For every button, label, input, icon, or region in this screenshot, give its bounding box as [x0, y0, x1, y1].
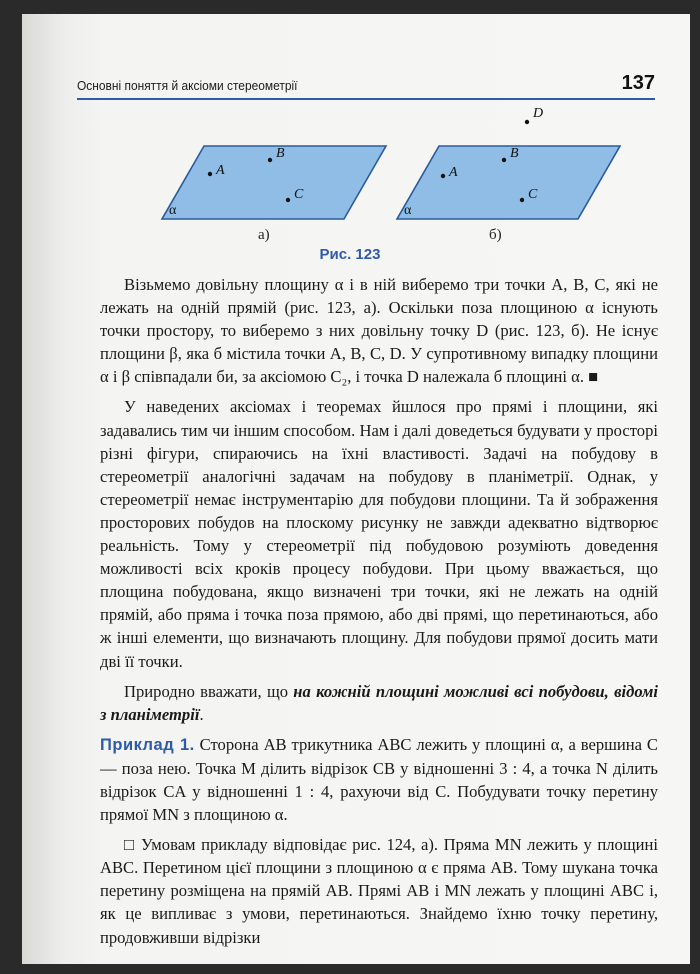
paragraph-3-emphasis: на кожній площині можливі всі побудови, відомі з планіметрії [100, 681, 658, 724]
plane-alpha-a [162, 146, 386, 219]
point-c-label: C [528, 187, 538, 202]
figure-caption: Рис. 123 [319, 246, 381, 263]
paragraph-2: У наведених аксіомах і теоремах йшлося про прямі і площини, які задавались тим чи іншим способом. Нам і далі доведеться будувати у просторі різні фігури, спираючись на їхні властивості. Задачі на побудову в стереометрії аналогічні задачам на побудову в планіметрії. Однак, у стереометрії немає інструментарію для побудови площини. Та й зображення просторових побудов на плоскому рисунку не завжди адекватно відтворює реальність. Тому у стереометрії під побудовою розуміють доведення можливості всіх кроків процесу побудови. При цьому вважається, що площина побудована, якщо визначені три точки, які не лежать на одній прямій, або пряма і точка поза прямою, або дві прямі, що перетинаються, або ж інші елементи, що визначають площину. Для побудови прямої досить мати дві її точки. [100, 397, 658, 671]
solution-paragraph: □ Умовам прикладу відповідає рис. 124, а). Пряма MN лежить у площині ABC. Перетином цієї площини з площиною α є пряма AB. Тому шукана точка перетину розміщена на прямій AB. Прямі AB і MN лежать у площині ABC і, як це випливає з умови, перетинаються. Знайдемо їхню точку перетину, продовживши відрізки [100, 835, 658, 947]
paragraph-3-end: . [199, 704, 204, 724]
point-b-dot [268, 158, 272, 162]
point-a-label: A [449, 165, 458, 180]
body-text [100, 273, 658, 956]
point-c-dot [520, 198, 524, 202]
plane-alpha-label-b: α [404, 203, 412, 218]
figure-a-label: а) [258, 227, 270, 243]
point-a-dot [208, 172, 212, 176]
example-1 [100, 733, 658, 826]
point-b-label: B [276, 146, 285, 161]
point-a-dot [441, 174, 445, 178]
textbook-page [22, 14, 690, 964]
page-number: 137 [621, 72, 655, 94]
figure-a [162, 146, 386, 219]
plane-alpha-label-a: α [169, 203, 177, 218]
point-b-dot [502, 158, 506, 162]
point-c-dot [286, 198, 290, 202]
paragraph-1: Візьмемо довільну площину α і в ній виберемо три точки A, B, C, які не лежать на одній прямій (рис. 123, а). Оскільки поза площиною α існують точки простору, то виберемо з них довільну точку D (рис. 123, б). Не існує площини β, яка б містила точки A, B, C, D. У супротивному випадку площини α і β співпадали би, за аксіомою C₂, і точка D належала б площині α. ■ [100, 275, 658, 387]
paragraph-3-start: Природно вважати, що [124, 681, 294, 701]
example-label: Приклад 1. [100, 735, 195, 754]
example-text: Сторона AB трикутника ABC лежить у площині α, а вершина C — поза нею. Точка M ділить відрізок CB у відношенні 3 : 4, а точка N ділить відрізок CA у відношенні 1 : 4, рахуючи від C. Побудувати точку перетину прямої MN з площиною α. [100, 734, 658, 825]
paragraph-3 [100, 680, 658, 726]
figure-123 [22, 14, 690, 274]
figure-b [397, 106, 620, 219]
plane-alpha-b [397, 146, 620, 219]
chapter-title: Основні поняття й аксіоми стереометрії [77, 78, 298, 93]
point-c-label: C [294, 187, 304, 202]
figure-b-label: б) [489, 227, 502, 243]
point-a-label: A [216, 163, 225, 178]
point-d-label: D [533, 106, 544, 121]
point-b-label: B [510, 146, 519, 161]
point-d-dot [525, 120, 529, 124]
